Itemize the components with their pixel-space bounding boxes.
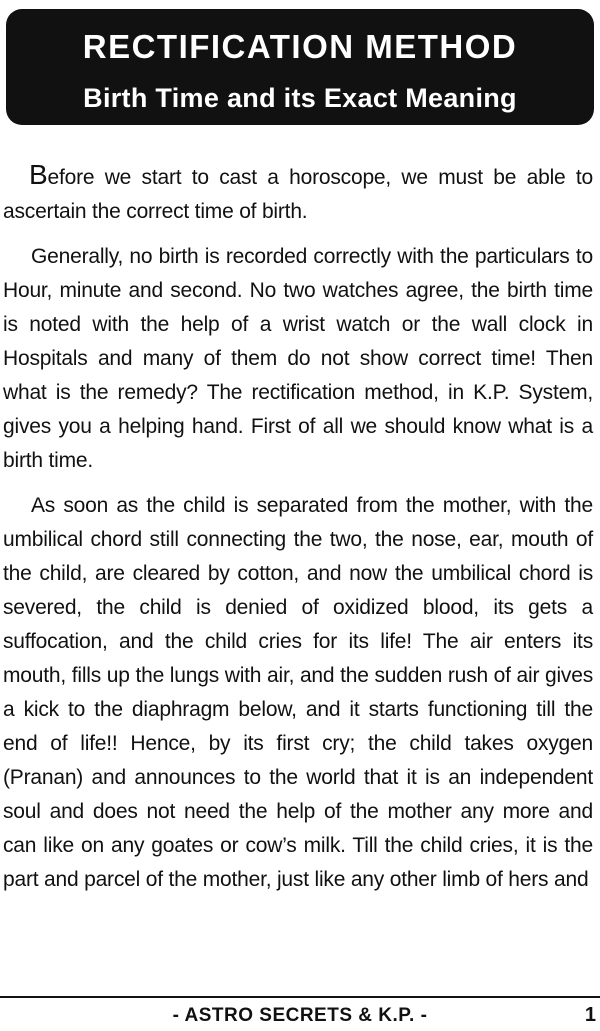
chapter-header <box>6 9 594 125</box>
chapter-title: RECTIFICATION METHOD <box>82 28 518 65</box>
chapter-subtitle: Birth Time and its Exact Meaning <box>83 83 517 113</box>
paragraph-1: Before we start to cast a horoscope, we must be able to ascertain the correct time of birth. <box>3 159 593 223</box>
footer-divider <box>0 996 600 998</box>
page-number: 1 <box>584 1004 596 1026</box>
paragraph-3: As soon as the child is separated from the mother, with the umbilical chord still connecting the two, the nose, ear, mouth of the child, are cleared by cotton, and now the umbilical chord is severed, the child is denied of oxidized blood, its gets a suffocation, and the child cries for its life! The air enters its mouth, fills up the lungs with air, and the sudden rush of air gives a kick to the diaphragm below, and it starts functioning till the end of life!! Hence, by its first cry; the child takes oxygen (Pranan) and announces to the world that it is an independent soul and does not need the help of the mother any more and can like on any goates or cow’s milk. Till the child cries, it is the part and parcel of the mother, just like any other limb of hers and <box>3 494 593 891</box>
running-footer: - ASTRO SECRETS & K.P. - <box>172 1005 428 1026</box>
paragraph-2: Generally, no birth is recorded correctly with the particulars to Hour, minute and second. No two watches agree, the birth time is noted with the help of a wrist watch or the wall clock in Hospitals and many of them do not show correct time! Then what is the remedy? The rectification method, in K.P. System, gives you a helping hand. First of all we should know what is a birth time. <box>3 245 593 472</box>
body-text <box>3 158 593 908</box>
